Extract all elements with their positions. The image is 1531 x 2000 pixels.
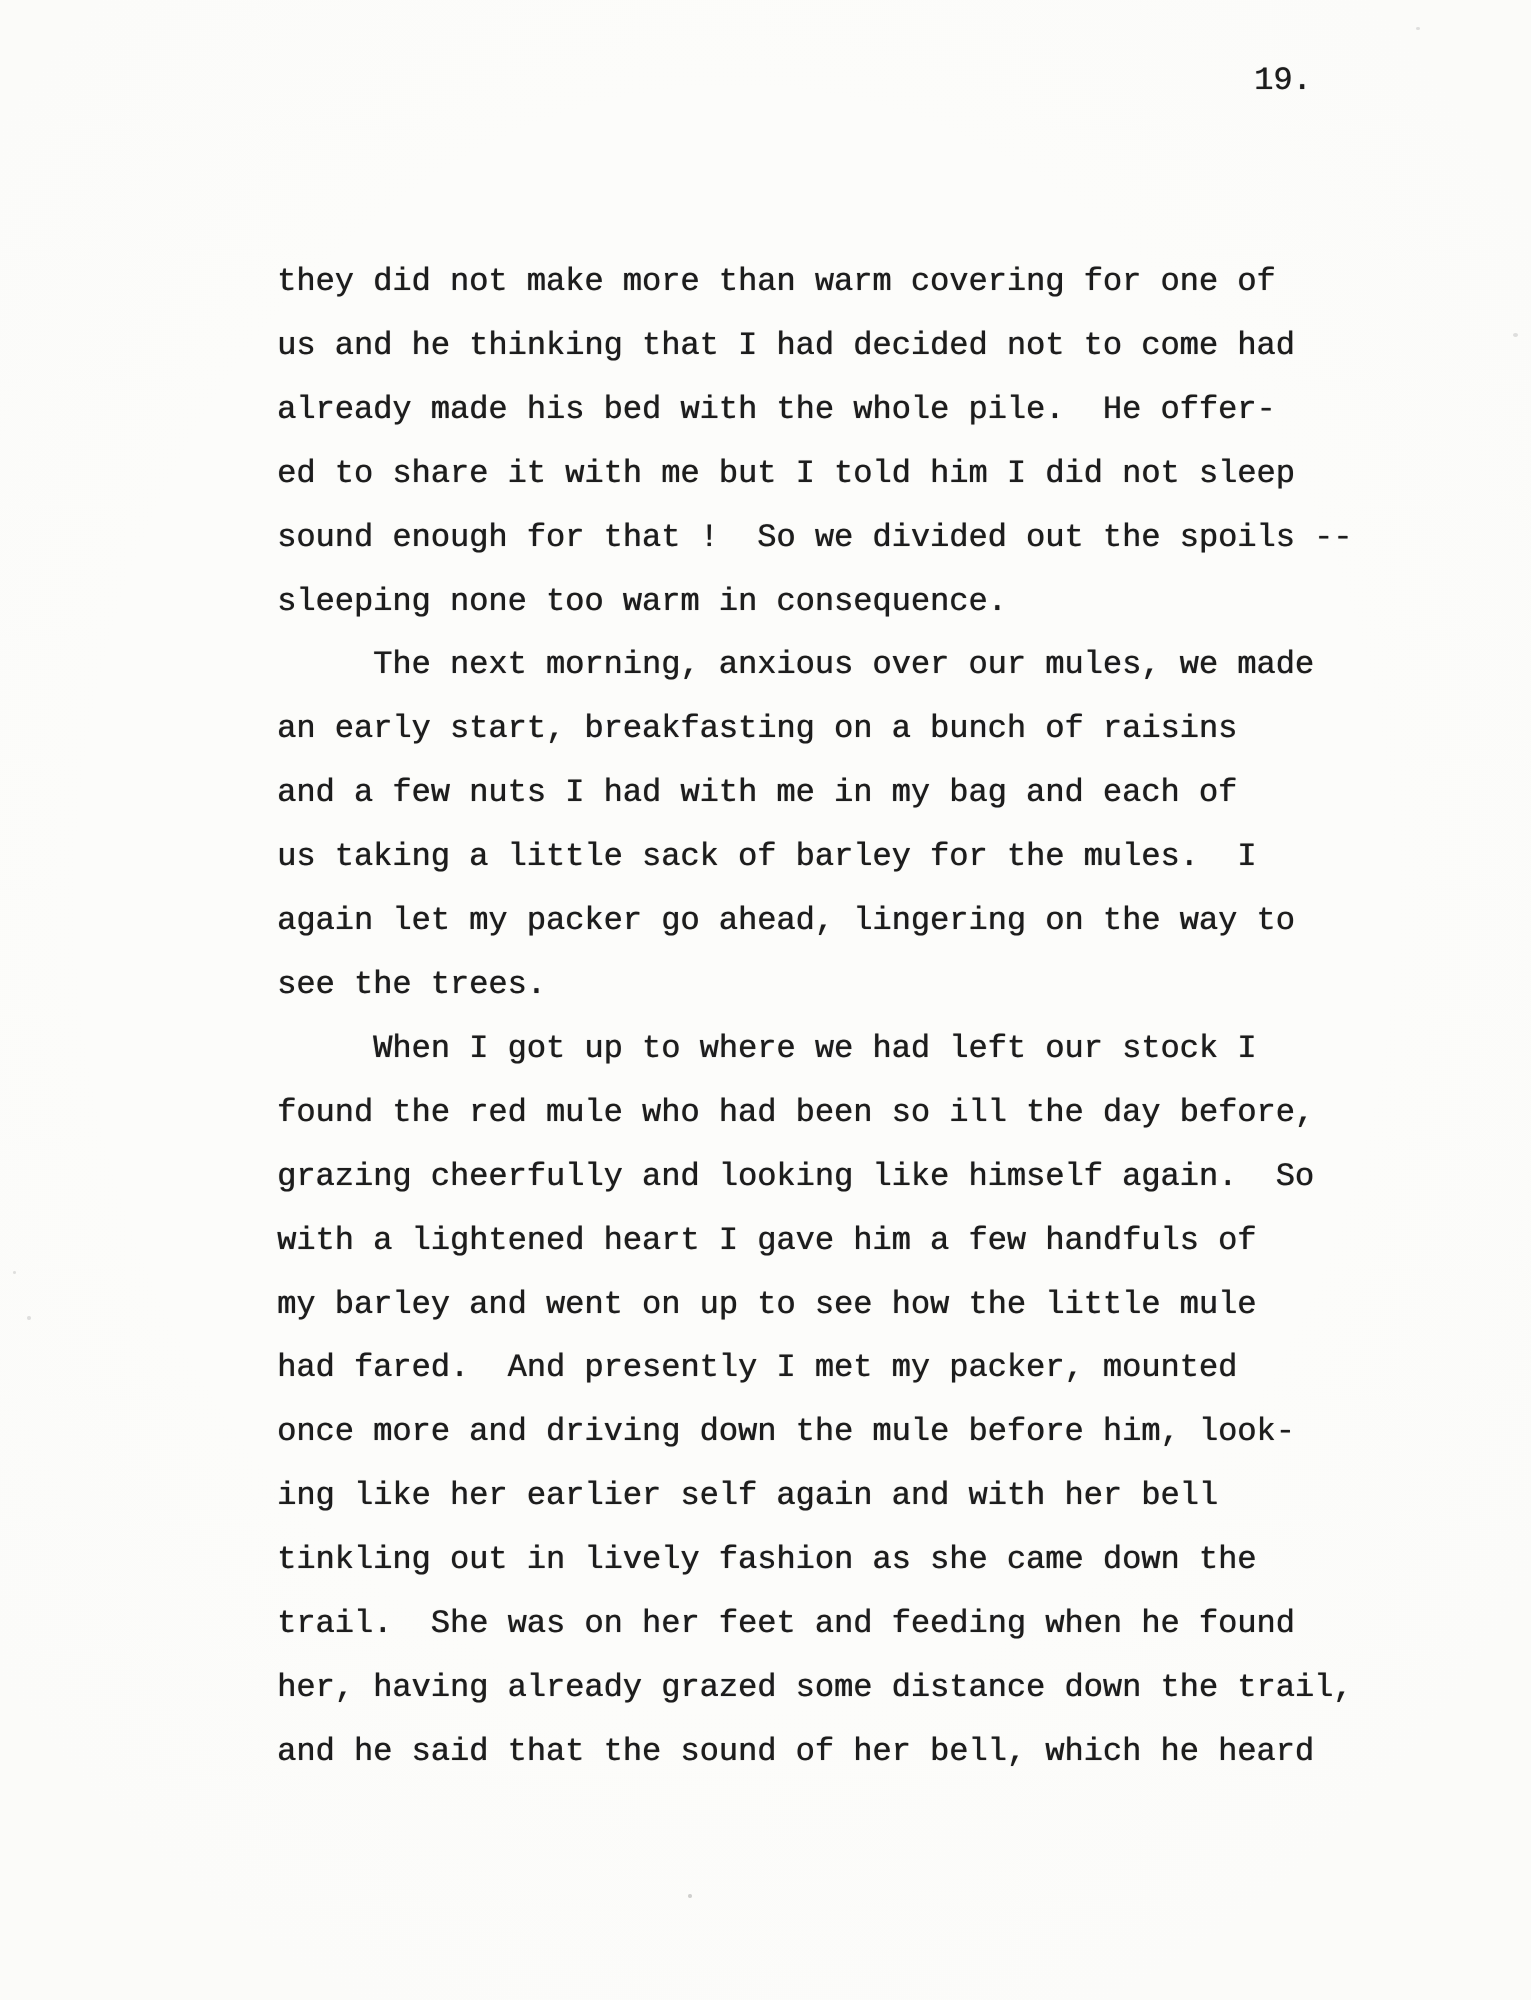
typescript-line: us taking a little sack of barley for the mules. I bbox=[277, 838, 1257, 876]
typescript-line: tinkling out in lively fashion as she came down the bbox=[277, 1541, 1257, 1579]
typescript-line: ing like her earlier self again and with her bell bbox=[277, 1477, 1218, 1515]
typescript-line: found the red mule who had been so ill the day before, bbox=[277, 1093, 1314, 1131]
scan-speck bbox=[688, 1894, 692, 1898]
typescript-line: once more and driving down the mule before him, look- bbox=[277, 1413, 1295, 1451]
typescript-line: and a few nuts I had with me in my bag and each of bbox=[277, 774, 1238, 812]
typescript-line: sound enough for that ! So we divided out the spoils -- bbox=[277, 518, 1353, 556]
scan-speck bbox=[1513, 333, 1518, 337]
typescript-line: they did not make more than warm covering for one of bbox=[277, 263, 1276, 300]
typescript-line: The next morning, anxious over our mules, we made bbox=[277, 646, 1314, 684]
typescript-line: had fared. And presently I met my packer, mounted bbox=[277, 1349, 1238, 1387]
typescript-body bbox=[277, 250, 1352, 1784]
scan-speck bbox=[27, 1316, 31, 1320]
scan-speck bbox=[1416, 27, 1420, 30]
typescript-line: her, having already grazed some distance down the trail, bbox=[277, 1668, 1353, 1706]
typescript-line: again let my packer go ahead, lingering on the way to bbox=[277, 902, 1295, 940]
typescript-line: with a lightened heart I gave him a few handfuls of bbox=[277, 1221, 1257, 1259]
typescript-line: ed to share it with me but I told him I did not sleep bbox=[277, 454, 1295, 492]
typescript-line: an early start, breakfasting on a bunch of raisins bbox=[277, 710, 1238, 748]
typescript-line: trail. She was on her feet and feeding when he found bbox=[277, 1605, 1295, 1643]
typescript-line: us and he thinking that I had decided not to come had bbox=[277, 326, 1295, 364]
typescript-line: see the trees. bbox=[277, 965, 546, 1003]
scan-speck bbox=[13, 1271, 16, 1274]
typescript-line: grazing cheerfully and looking like himself again. So bbox=[277, 1157, 1314, 1195]
typescript-line: already made his bed with the whole pile. He offer- bbox=[277, 390, 1276, 428]
typescript-line: and he said that the sound of her bell, which he heard bbox=[277, 1732, 1314, 1770]
typescript-line: sleeping none too warm in consequence. bbox=[277, 582, 1007, 620]
typescript-line: When I got up to where we had left our stock I bbox=[277, 1029, 1257, 1067]
page-number: 19. bbox=[1254, 62, 1312, 99]
typescript-line: my barley and went on up to see how the little mule bbox=[277, 1285, 1257, 1323]
